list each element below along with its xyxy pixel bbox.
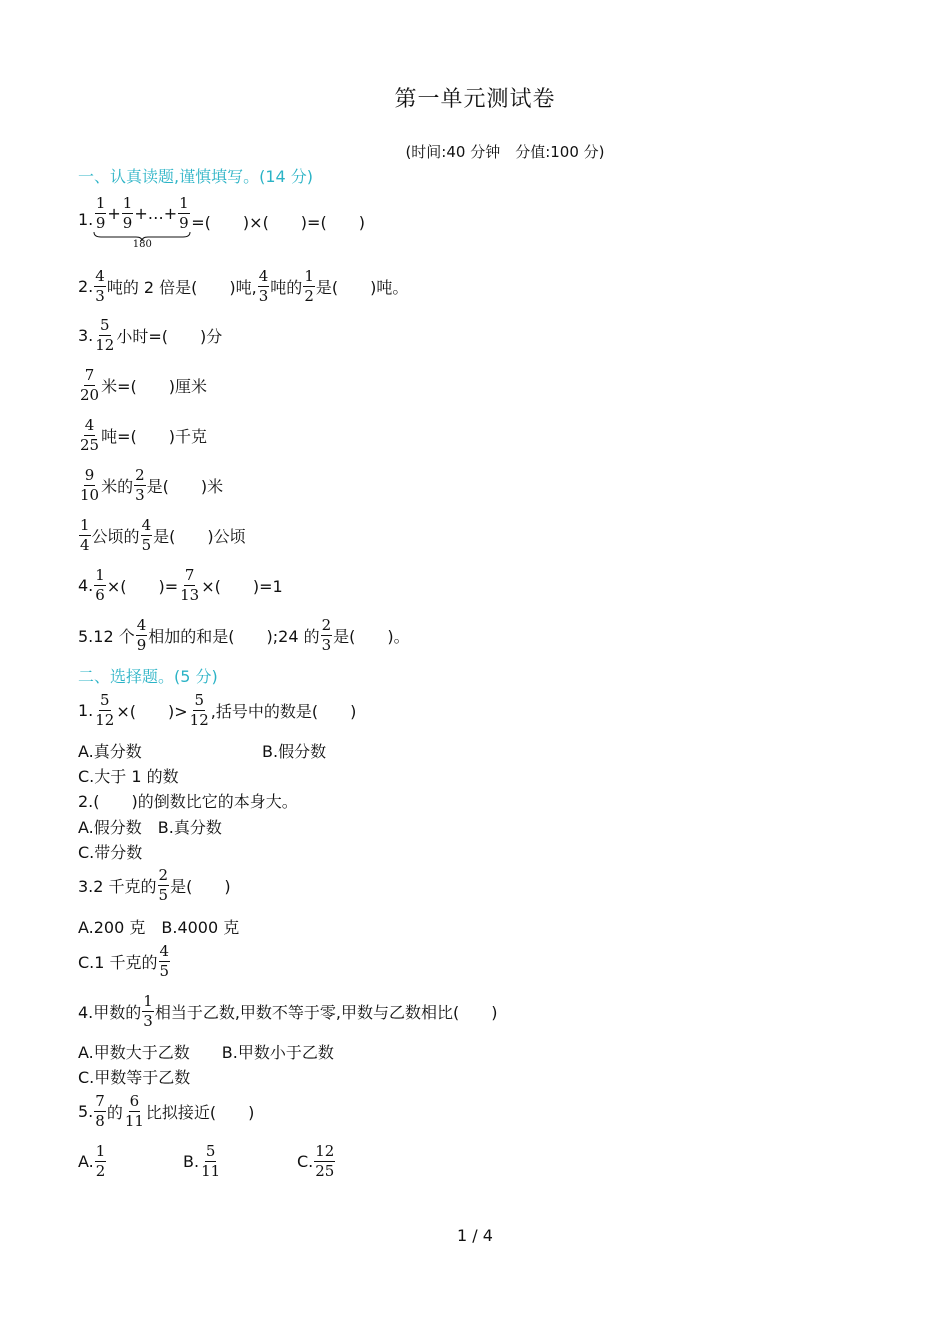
option-c <box>297 1141 336 1180</box>
question-number: 1. <box>78 700 94 720</box>
question-1-2 <box>78 264 408 308</box>
question-1-3a <box>78 313 222 357</box>
question-text: 比拟接近( ) <box>145 1102 255 1122</box>
option-b: B.假分数 <box>262 741 327 761</box>
question-2-3 <box>78 863 231 907</box>
question-text: 米的 <box>101 476 134 496</box>
option-letter: C. <box>297 1151 314 1171</box>
fraction: $\frac{5}{12}$ <box>95 315 115 354</box>
fraction: $\frac{7}{20}$ <box>80 365 100 404</box>
fraction: $\frac{4}{5}$ <box>141 515 152 554</box>
question-text: 5.12 个 <box>78 626 135 646</box>
question-text: 的 <box>106 1102 123 1122</box>
fraction: $\frac{1}{4}$ <box>80 515 90 554</box>
question-2-4 <box>78 989 498 1033</box>
question-1-3c <box>78 413 207 457</box>
option-a <box>78 1141 183 1180</box>
options-2-1-ab <box>78 739 326 761</box>
question-number: 4. <box>78 575 94 595</box>
blank-expression: =( )×( )=( ) <box>191 213 365 232</box>
option-c: C.甲数等于乙数 <box>78 1067 191 1087</box>
fraction: $\frac{1}{9}$ <box>179 194 189 232</box>
question-text: 小时=( )分 <box>116 326 223 346</box>
question-1-4 <box>78 563 283 607</box>
term-count: 180 <box>132 239 152 250</box>
option-c: C.大于 1 的数 <box>78 766 179 786</box>
question-text: ,括号中的数是( ) <box>210 701 357 721</box>
fraction: $\frac{2}{3}$ <box>321 615 332 654</box>
fraction: $\frac{4}{3}$ <box>95 266 105 305</box>
fraction: $\frac{1}{9}$ <box>122 194 133 232</box>
question-text: ×( )= <box>106 576 179 596</box>
fraction: $\frac{2}{3}$ <box>135 465 145 504</box>
fraction: $\frac{9}{10}$ <box>80 465 100 504</box>
question-text: 4.甲数的 <box>78 1002 142 1022</box>
page-number: 1 / 4 <box>457 1226 493 1245</box>
option-letter: B. <box>183 1151 200 1171</box>
section-heading-fill-in: 一、认真读题,谨慎填写。(14 分) <box>78 166 314 186</box>
question-text: ×( )> <box>116 701 188 721</box>
question-2-1 <box>78 688 356 732</box>
fraction: $\frac{7}{8}$ <box>95 1091 105 1130</box>
fraction: $\frac{5}{12}$ <box>95 690 115 729</box>
question-1-5 <box>78 613 410 657</box>
question-text: 3.2 千克的 <box>78 876 157 896</box>
question-1-1 <box>78 196 365 258</box>
question-text: 是( )吨。 <box>315 277 409 297</box>
page-title: 第一单元测试卷 <box>394 87 556 112</box>
question-text: 相当于乙数,甲数不等于零,甲数与乙数相比( ) <box>154 1002 498 1022</box>
question-text: 是( )公顷 <box>153 526 246 546</box>
option-b <box>183 1141 297 1180</box>
fraction: $\frac{4}{3}$ <box>258 266 269 305</box>
question-number: 5. <box>78 1101 94 1121</box>
exam-meta: (时间:40 分钟 分值:100 分) <box>405 143 605 161</box>
fraction: $\frac{5}{11}$ <box>201 1141 221 1180</box>
question-text: 吨的 2 倍是( )吨, <box>106 277 257 297</box>
question-text: 是( ) <box>170 876 231 896</box>
section-heading-choice: 二、选择题。(5 分) <box>78 666 218 686</box>
question-1-3b <box>78 363 207 407</box>
question-text: 米=( )厘米 <box>101 376 207 396</box>
question-number: 3. <box>78 325 94 345</box>
fraction: $\frac{1}{2}$ <box>304 266 314 305</box>
question-number: 2. <box>78 276 94 296</box>
options-2-5 <box>78 1139 336 1183</box>
fraction: $\frac{2}{5}$ <box>158 865 169 904</box>
ellipsis-terms: +…+ <box>134 204 178 223</box>
fraction: $\frac{1}{3}$ <box>143 991 153 1030</box>
fraction: $\frac{1}{2}$ <box>95 1141 106 1180</box>
fraction: $\frac{12}{25}$ <box>315 1141 335 1180</box>
fraction: $\frac{1}{9}$ <box>95 194 106 232</box>
question-text: 公顷的 <box>91 526 140 546</box>
option-text: C.1 千克的 <box>78 952 158 972</box>
option-c: C.带分数 <box>78 842 143 862</box>
fraction: $\frac{5}{12}$ <box>189 690 209 729</box>
options-2-2-ab: A.假分数 B.真分数 <box>78 817 222 837</box>
question-text: 是( )米 <box>146 476 224 496</box>
options-2-4-ab: A.甲数大于乙数 B.甲数小于乙数 <box>78 1042 334 1062</box>
option-letter: A. <box>78 1151 94 1171</box>
fraction: $\frac{4}{5}$ <box>159 941 170 980</box>
options-2-3-ab: A.200 克 B.4000 克 <box>78 917 240 937</box>
question-text: 吨=( )千克 <box>101 426 207 446</box>
plus-sign: + <box>107 204 121 223</box>
question-text: ×( )=1 <box>201 576 283 596</box>
question-text: 相加的和是( );24 的 <box>148 626 320 646</box>
question-2-5 <box>78 1089 254 1133</box>
fraction: $\frac{1}{6}$ <box>95 565 105 604</box>
fraction: $\frac{4}{25}$ <box>80 415 100 454</box>
question-text: 是( )。 <box>333 626 410 646</box>
fraction: $\frac{7}{13}$ <box>180 565 200 604</box>
fraction: $\frac{6}{11}$ <box>124 1091 144 1130</box>
question-number: 1. <box>78 210 94 229</box>
question-text: 吨的 <box>270 277 303 297</box>
option-a: A.真分数 <box>78 741 142 761</box>
question-1-3d <box>78 463 223 507</box>
option-c <box>78 939 171 983</box>
question-1-3e <box>78 513 246 557</box>
fraction: $\frac{4}{9}$ <box>136 615 147 654</box>
question-2-2: 2.( )的倒数比它的本身大。 <box>78 791 298 811</box>
repeated-sum <box>93 196 191 250</box>
